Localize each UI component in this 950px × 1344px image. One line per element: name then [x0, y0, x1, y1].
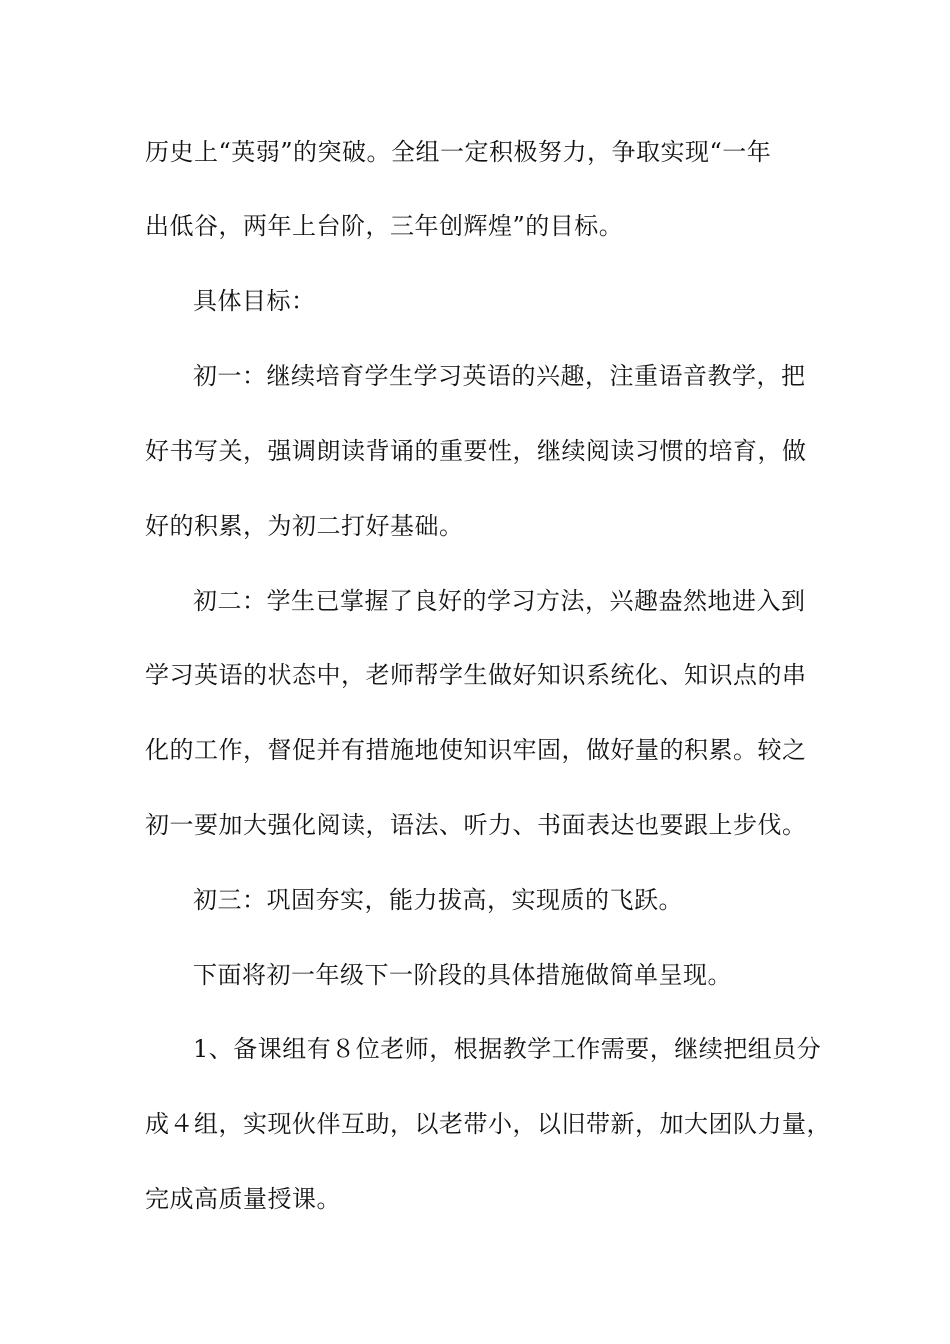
text-line: 初三：巩固夯实，能力拔高，实现质的飞跃。: [193, 886, 683, 914]
text-line: 初一要加大强化阅读，语法、听力、书面表达也要跟上步伐。: [145, 811, 807, 839]
text-line-heading: 具体目标：: [193, 287, 316, 315]
text-line: 化的工作，督促并有措施地使知识牢固，做好量的积累。较之: [145, 736, 807, 764]
text-line: 下面将初一年级下一阶段的具体措施做简单呈现。: [193, 961, 732, 989]
text-line: 完成高质量授课。: [145, 1185, 341, 1213]
text-line: 出低谷，两年上台阶，三年创辉煌”的目标。: [145, 212, 624, 240]
text-line: 成４组，实现伙伴互助，以老带小，以旧带新，加大团队力量，: [145, 1110, 831, 1138]
text-line: 好的积累，为初二打好基础。: [145, 512, 464, 540]
text-line: 初一：继续培育学生学习英语的兴趣，注重语音教学，把: [193, 362, 806, 390]
text-line: 1、备课组有８位老师，根据教学工作需要，继续把组员分: [193, 1035, 822, 1063]
text-line: 学习英语的状态中，老师帮学生做好知识系统化、知识点的串: [145, 661, 807, 689]
text-line: 历史上“英弱”的突破。全组一定积极努力，争取实现“一年: [145, 138, 772, 166]
text-line: 初二：学生已掌握了良好的学习方法，兴趣盎然地进入到: [193, 587, 806, 615]
text-line: 好书写关，强调朗读背诵的重要性，继续阅读习惯的培育，做: [145, 437, 807, 465]
